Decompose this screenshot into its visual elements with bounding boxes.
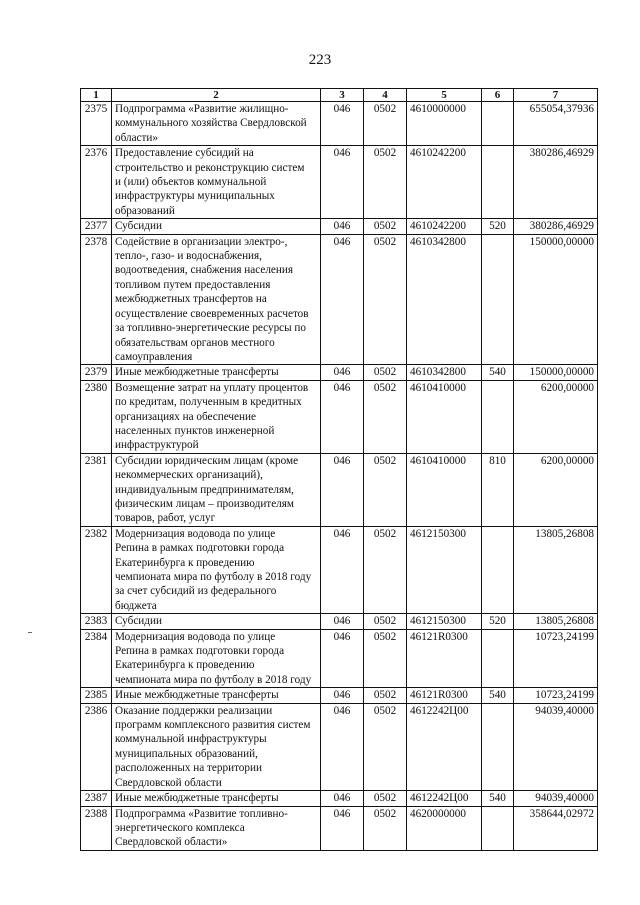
section-code: 0502 xyxy=(364,453,407,526)
row-name-line: за счет субсидий из федерального xyxy=(115,585,277,598)
row-name xyxy=(112,453,321,526)
row-name xyxy=(112,614,321,629)
column-header: 5 xyxy=(407,89,482,102)
row-number: 2377 xyxy=(81,219,112,234)
row-name-line: муниципальных образований, xyxy=(115,747,258,760)
row-name xyxy=(112,219,321,234)
row-number: 2379 xyxy=(81,365,112,380)
row-name-line: энергетического комплекса xyxy=(115,821,245,834)
row-name-line: топливом путем предоставления xyxy=(115,278,271,291)
row-name-line: организациях на обеспечение xyxy=(115,410,256,423)
target-article-code: 4610410000 xyxy=(407,453,482,526)
row-name-line: чемпионата мира по футболу в 2018 году xyxy=(115,673,312,686)
table-row xyxy=(81,688,598,703)
row-name-line: бюджета xyxy=(115,599,157,612)
amount: 380286,46929 xyxy=(514,146,598,219)
ministry-code: 046 xyxy=(321,806,364,850)
expense-type-code xyxy=(482,526,514,613)
row-name-line: индивидуальным предпринимателям, xyxy=(115,483,294,496)
row-name-line: расположенных на территории xyxy=(115,762,262,775)
ministry-code: 046 xyxy=(321,234,364,365)
row-name xyxy=(112,629,321,688)
row-name-line: тепло-, газо- и водоснабжения, xyxy=(115,250,262,263)
expense-type-code xyxy=(482,234,514,365)
row-name-line: Екатеринбурга к проведению xyxy=(115,659,255,672)
row-name-line: Иные межбюджетные трансферты xyxy=(115,366,279,379)
section-code: 0502 xyxy=(364,629,407,688)
expense-type-code xyxy=(482,629,514,688)
row-name xyxy=(112,791,321,806)
row-name xyxy=(112,146,321,219)
amount: 6200,00000 xyxy=(514,380,598,453)
ministry-code: 046 xyxy=(321,102,364,146)
amount: 6200,00000 xyxy=(514,453,598,526)
target-article-code: 4620000000 xyxy=(407,806,482,850)
page-number: 223 xyxy=(308,52,332,68)
target-article-code: 4612242Ц00 xyxy=(407,703,482,790)
expense-type-code: 520 xyxy=(482,614,514,629)
row-name-line: Субсидии юридическим лицам (кроме xyxy=(115,454,299,467)
row-number: 2380 xyxy=(81,380,112,453)
expense-type-code: 540 xyxy=(482,688,514,703)
row-name-line: физическим лицам – производителям xyxy=(115,497,294,510)
column-header: 4 xyxy=(364,89,407,102)
column-header: 3 xyxy=(321,89,364,102)
ministry-code: 046 xyxy=(321,703,364,790)
row-name-line: по кредитам, полученным в кредитных xyxy=(115,396,302,409)
row-name xyxy=(112,688,321,703)
section-code: 0502 xyxy=(364,526,407,613)
amount: 358644,02972 xyxy=(514,806,598,850)
target-article-code: 4610342800 xyxy=(407,234,482,365)
row-number: 2381 xyxy=(81,453,112,526)
ministry-code: 046 xyxy=(321,791,364,806)
row-name-line: программ комплексного развития систем xyxy=(115,719,311,732)
row-name-line: Модернизация водовода по улице xyxy=(115,527,276,540)
target-article-code: 46121R0300 xyxy=(407,688,482,703)
row-number: 2383 xyxy=(81,614,112,629)
expense-type-code xyxy=(482,703,514,790)
row-name xyxy=(112,703,321,790)
section-code: 0502 xyxy=(364,234,407,365)
expense-type-code xyxy=(482,146,514,219)
row-name-line: инфраструктурой xyxy=(115,439,199,452)
section-code: 0502 xyxy=(364,365,407,380)
table-row xyxy=(81,219,598,234)
row-number: 2375 xyxy=(81,102,112,146)
row-name xyxy=(112,102,321,146)
row-name-line: Подпрограмма «Развитие топливно- xyxy=(115,807,288,820)
table-row xyxy=(81,791,598,806)
target-article-code: 4610242200 xyxy=(407,219,482,234)
expense-type-code: 540 xyxy=(482,791,514,806)
row-name-line: Предоставление субсидий на xyxy=(115,147,254,160)
amount: 150000,00000 xyxy=(514,365,598,380)
expense-type-code xyxy=(482,102,514,146)
row-name-line: чемпионата мира по футболу в 2018 году xyxy=(115,571,312,583)
row-name-line: области» xyxy=(115,131,158,144)
expense-type-code xyxy=(482,380,514,453)
row-number: 2386 xyxy=(81,703,112,790)
ministry-code: 046 xyxy=(321,453,364,526)
expense-type-code: 520 xyxy=(482,219,514,234)
column-header: 1 xyxy=(81,89,112,102)
amount: 94039,40000 xyxy=(514,703,598,790)
row-name-line: и (или) объектов коммунальной xyxy=(115,176,267,189)
table-row xyxy=(81,146,598,219)
column-header: 6 xyxy=(482,89,514,102)
row-name-line: коммунальной инфраструктуры xyxy=(115,733,267,746)
row-name-line: товаров, работ, услуг xyxy=(115,512,216,525)
row-name-line: инфраструктуры муниципальных xyxy=(115,190,275,203)
table-row xyxy=(81,102,598,146)
ministry-code: 046 xyxy=(321,380,364,453)
row-number: 2382 xyxy=(81,526,112,613)
target-article-code: 4610410000 xyxy=(407,380,482,453)
row-name-line: Свердловской области xyxy=(115,776,222,789)
expense-type-code xyxy=(482,806,514,850)
row-name xyxy=(112,806,321,850)
row-name-line: Оказание поддержки реализации xyxy=(115,704,273,717)
table-row xyxy=(81,453,598,526)
table-row xyxy=(81,629,598,688)
table-row xyxy=(81,614,598,629)
row-name xyxy=(112,526,321,613)
row-name-line: за топливно-энергетические ресурсы по xyxy=(115,322,307,335)
ministry-code: 046 xyxy=(321,688,364,703)
row-name-line: Подпрограмма «Развитие жилищно- xyxy=(115,103,289,115)
amount: 10723,24199 xyxy=(514,629,598,688)
table-row xyxy=(81,380,598,453)
row-name-line: Свердловской области» xyxy=(115,836,228,849)
section-code: 0502 xyxy=(364,614,407,629)
row-name-line: осуществление своевременных расчетов xyxy=(115,307,309,320)
budget-table xyxy=(80,88,598,851)
table-row xyxy=(81,365,598,380)
row-name-line: обязательствам органов местного xyxy=(115,336,275,349)
row-name-line: Субсидии xyxy=(115,220,162,233)
row-name-line: Репина в рамках подготовки города xyxy=(115,542,285,555)
section-code: 0502 xyxy=(364,102,407,146)
table-row xyxy=(81,234,598,365)
ministry-code: 046 xyxy=(321,614,364,629)
row-name-line: Екатеринбурга к проведению xyxy=(115,556,255,569)
row-number: 2384 xyxy=(81,629,112,688)
row-name-line: Модернизация водовода по улице xyxy=(115,630,276,643)
target-article-code: 4612242Ц00 xyxy=(407,791,482,806)
target-article-code: 46121R0300 xyxy=(407,629,482,688)
ministry-code: 046 xyxy=(321,526,364,613)
target-article-code: 4610342800 xyxy=(407,365,482,380)
ministry-code: 046 xyxy=(321,629,364,688)
ministry-code: 046 xyxy=(321,146,364,219)
row-name-line: некоммерческих организаций), xyxy=(115,469,263,482)
row-number: 2385 xyxy=(81,688,112,703)
section-code: 0502 xyxy=(364,146,407,219)
row-name-line: водоотведения, снабжения населения xyxy=(115,264,293,277)
row-name-line: Иные межбюджетные трансферты xyxy=(115,689,279,702)
row-name xyxy=(112,380,321,453)
row-name-line: коммунального хозяйства Свердловской xyxy=(115,117,307,130)
table-row xyxy=(81,526,598,613)
row-name-line: образований xyxy=(115,204,175,217)
ministry-code: 046 xyxy=(321,219,364,234)
row-name-line: Содействие в организации электро-, xyxy=(115,235,288,248)
section-code: 0502 xyxy=(364,703,407,790)
table-row xyxy=(81,703,598,790)
section-code: 0502 xyxy=(364,380,407,453)
ministry-code: 046 xyxy=(321,365,364,380)
row-number: 2378 xyxy=(81,234,112,365)
row-name-line: строительство и реконструкцию систем xyxy=(115,161,305,174)
section-code: 0502 xyxy=(364,806,407,850)
expense-type-code: 810 xyxy=(482,453,514,526)
amount: 13805,26808 xyxy=(514,614,598,629)
row-name-line: Иные межбюджетные трансферты xyxy=(115,792,279,805)
table-body xyxy=(81,102,598,851)
table-row xyxy=(81,806,598,850)
margin-mark xyxy=(28,632,32,633)
row-name xyxy=(112,234,321,365)
target-article-code: 4610242200 xyxy=(407,146,482,219)
section-code: 0502 xyxy=(364,219,407,234)
amount: 380286,46929 xyxy=(514,219,598,234)
section-code: 0502 xyxy=(364,688,407,703)
header-row xyxy=(81,89,598,102)
row-name-line: Субсидии xyxy=(115,615,162,628)
amount: 150000,00000 xyxy=(514,234,598,365)
target-article-code: 4610000000 xyxy=(407,102,482,146)
amount: 13805,26808 xyxy=(514,526,598,613)
target-article-code: 4612150300 xyxy=(407,526,482,613)
column-header: 7 xyxy=(514,89,598,102)
row-number: 2376 xyxy=(81,146,112,219)
row-name xyxy=(112,365,321,380)
row-name-line: самоуправления xyxy=(115,350,193,363)
section-code: 0502 xyxy=(364,791,407,806)
row-number: 2387 xyxy=(81,791,112,806)
target-article-code: 4612150300 xyxy=(407,614,482,629)
amount: 94039,40000 xyxy=(514,791,598,806)
row-name-line: Репина в рамках подготовки города xyxy=(115,645,285,658)
row-name-line: Возмещение затрат на уплату процентов xyxy=(115,381,309,394)
expense-type-code: 540 xyxy=(482,365,514,380)
row-name-line: населенных пунктов инженерной xyxy=(115,424,275,437)
row-number: 2388 xyxy=(81,806,112,850)
amount: 10723,24199 xyxy=(514,688,598,703)
row-name-line: межбюджетных трансфертов на xyxy=(115,293,267,306)
amount: 655054,37936 xyxy=(514,102,598,146)
column-header: 2 xyxy=(112,89,321,102)
